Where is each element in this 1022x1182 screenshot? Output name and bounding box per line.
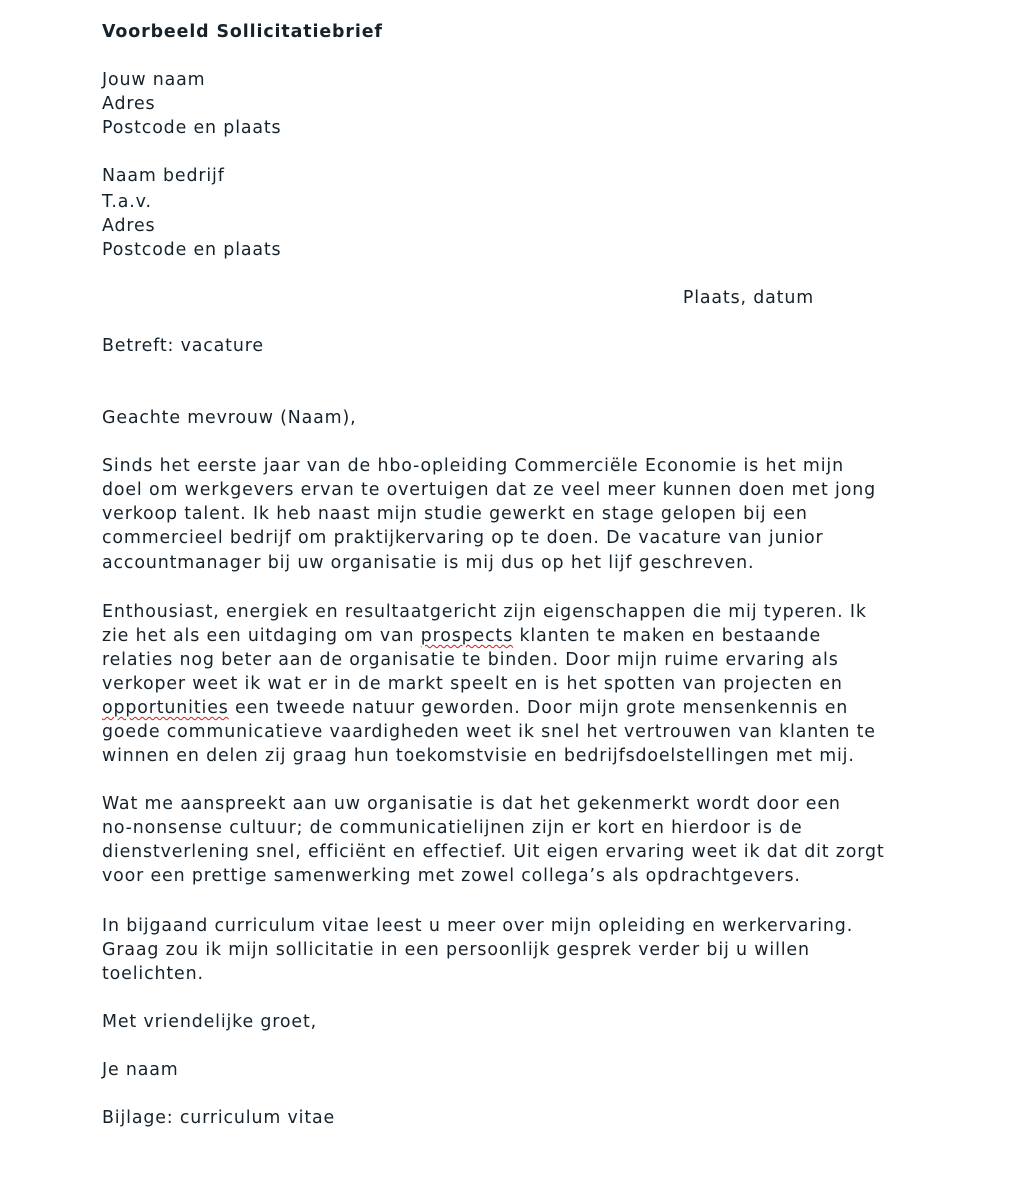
spellcheck-flagged-word: prospects — [420, 626, 514, 646]
paragraph-4-line-2: Graag zou ik mijn sollicitatie in een persoonlijk gesprek verder bij u willen — [102, 940, 810, 960]
recipient-address: Adres — [102, 216, 156, 236]
paragraph-3-line-4: voor een prettige samenwerking met zowel collega’s als opdrachtgevers. — [102, 866, 801, 886]
paragraph-2-line-3: relaties nog beter aan de organisatie te binden. Door mijn ruime ervaring als — [102, 650, 839, 670]
paragraph-3-line-2: no-nonsense cultuur; de communicatielijnen zijn er kort en hierdoor is de — [102, 818, 803, 838]
salutation: Geachte mevrouw (Naam), — [102, 408, 357, 428]
paragraph-3-line-3: dienstverlening snel, efficiënt en effectief. Uit eigen ervaring weet ik dat dit zorgt — [102, 842, 885, 862]
paragraph-2-line-6: goede communicatieve vaardigheden weet ik snel het vertrouwen van klanten te — [102, 722, 876, 742]
paragraph-2-line-4: verkoper weet ik wat er in de markt speelt en is het spotten van projecten en — [102, 674, 843, 694]
spellcheck-flagged-word: opportunities — [102, 698, 229, 718]
attachment-note: Bijlage: curriculum vitae — [102, 1108, 336, 1128]
place-date: Plaats, datum — [682, 288, 814, 308]
paragraph-4-line-1: In bijgaand curriculum vitae leest u meer over mijn opleiding en werkervaring. — [102, 916, 854, 936]
document-title: Voorbeeld Sollicitatiebrief — [102, 22, 383, 42]
paragraph-3-line-1: Wat me aanspreekt aan uw organisatie is dat het gekenmerkt wordt door een — [102, 794, 841, 814]
paragraph-2-line-5 — [102, 696, 848, 720]
sender-name: Jouw naam — [102, 70, 206, 90]
paragraph-1-line-2: doel om werkgevers ervan te overtuigen dat ze veel meer kunnen doen met jong — [102, 480, 876, 500]
sender-postal-city: Postcode en plaats — [102, 118, 282, 138]
recipient-attention: T.a.v. — [102, 192, 152, 212]
recipient-postal-city: Postcode en plaats — [102, 240, 282, 260]
paragraph-2-line-2-start: zie het als een uitdaging om van — [102, 626, 421, 646]
signature-name: Je naam — [102, 1060, 179, 1080]
paragraph-2-line-2-end: klanten te maken en bestaande — [513, 626, 822, 646]
paragraph-2-line-2 — [102, 624, 821, 648]
closing: Met vriendelijke groet, — [102, 1012, 317, 1032]
paragraph-2-line-7: winnen en delen zij graag hun toekomstvisie en bedrijfsdoelstellingen met mij. — [102, 746, 855, 766]
sender-address: Adres — [102, 94, 156, 114]
paragraph-1-line-5: accountmanager bij uw organisatie is mij dus op het lijf geschreven. — [102, 553, 755, 573]
paragraph-1-line-4: commercieel bedrijf om praktijkervaring op te doen. De vacature van junior — [102, 528, 824, 548]
paragraph-1-line-3: verkoop talent. Ik heb naast mijn studie gewerkt en stage gelopen bij een — [102, 504, 808, 524]
recipient-company: Naam bedrijf — [102, 166, 225, 186]
paragraph-1-line-1: Sinds het eerste jaar van de hbo-opleiding Commerciële Economie is het mijn — [102, 456, 844, 476]
subject-line: Betreft: vacature — [102, 336, 264, 356]
paragraph-2-line-1: Enthousiast, energiek en resultaatgericht zijn eigenschappen die mij typeren. Ik — [102, 602, 867, 622]
paragraph-4-line-3: toelichten. — [102, 964, 204, 984]
paragraph-2-line-5-end: een tweede natuur geworden. Door mijn grote mensenkennis en — [228, 698, 849, 718]
